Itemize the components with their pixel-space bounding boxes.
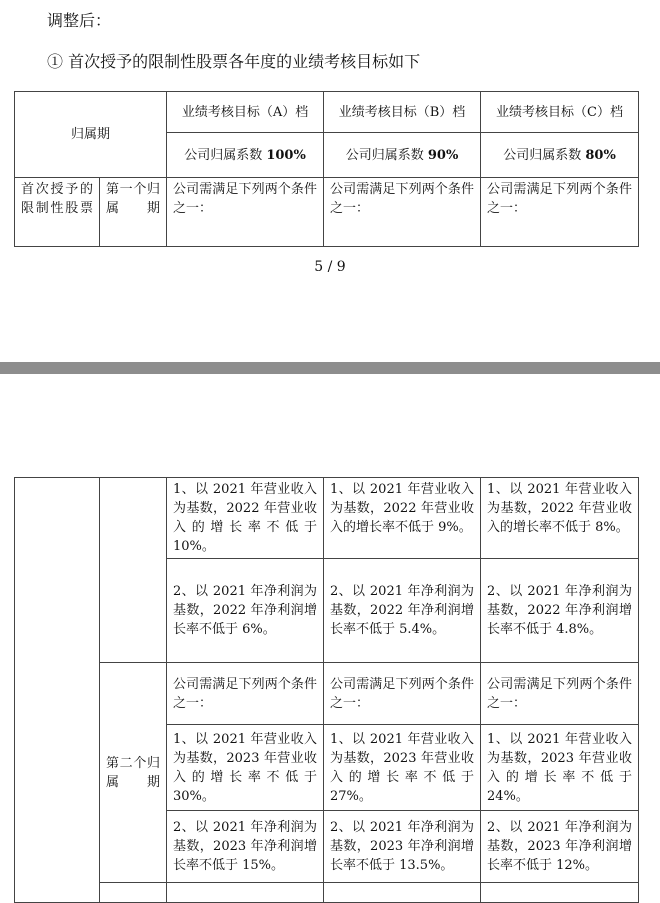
coefficient-a-label: 公司归属系数 (184, 147, 267, 163)
section-heading: 调整后： (47, 11, 112, 30)
p2-net-profit-b: 2、以 2021 年净利润为基数，2023 年净利润增长率不低于 13.5%。 (324, 811, 481, 883)
p2-revenue-b: 1、以 2021 年营业收入为基数，2023 年营业收入的增长率不低于 27%。 (324, 725, 481, 811)
group-label-cell: 首次授予的限制性股票 (15, 178, 100, 247)
page-separator (0, 362, 660, 374)
header-period-cell: 归属期 (15, 92, 167, 178)
p1-condition-c: 公司需满足下列两个条件之一： (481, 178, 639, 247)
p1-net-profit-b: 2、以 2021 年净利润为基数，2022 年净利润增长率不低于 5.4%。 (324, 559, 481, 663)
p2-condition-a: 公司需满足下列两个条件之一： (167, 663, 324, 725)
p1-revenue-c: 1、以 2021 年营业收入为基数，2022 年营业收入的增长率不低于 8%。 (481, 478, 639, 559)
group-cell-continued (15, 478, 100, 903)
coefficient-b-label: 公司归属系数 (345, 147, 428, 163)
p2-net-profit-c: 2、以 2021 年净利润为基数，2023 年净利润增长率不低于 12%。 (481, 811, 639, 883)
period-1-cell-continued (100, 478, 167, 663)
coefficient-c-label: 公司归属系数 (503, 147, 586, 163)
coefficient-a-value: 100% (266, 147, 306, 163)
performance-target-table-continued (14, 477, 639, 903)
coefficient-a-cell (167, 133, 324, 178)
header-target-b: 业绩考核目标（B）档 (324, 92, 481, 133)
p2-condition-b: 公司需满足下列两个条件之一： (324, 663, 481, 725)
next-row-a (167, 883, 324, 903)
next-row-period (100, 883, 167, 903)
p2-net-profit-a: 2、以 2021 年净利润为基数，2023 年净利润增长率不低于 15%。 (167, 811, 324, 883)
coefficient-c-value: 80% (585, 147, 616, 163)
p1-net-profit-c: 2、以 2021 年净利润为基数，2022 年净利润增长率不低于 4.8%。 (481, 559, 639, 663)
performance-target-table-header (14, 91, 639, 247)
p1-revenue-b: 1、以 2021 年营业收入为基数，2022 年营业收入的增长率不低于 9%。 (324, 478, 481, 559)
p1-revenue-a: 1、以 2021 年营业收入为基数，2022 年营业收入的增长率不低于 10%。 (167, 478, 324, 559)
header-target-c: 业绩考核目标（C）档 (481, 92, 639, 133)
coefficient-c-cell (481, 133, 639, 178)
table-caption: ① 首次授予的限制性股票各年度的业绩考核目标如下 (47, 52, 421, 71)
p1-condition-b: 公司需满足下列两个条件之一： (324, 178, 481, 247)
period-2-label-cell: 第二个归属期 (100, 663, 167, 883)
p2-condition-c: 公司需满足下列两个条件之一： (481, 663, 639, 725)
page-number: 5 / 9 (314, 259, 346, 275)
p2-revenue-a: 1、以 2021 年营业收入为基数，2023 年营业收入的增长率不低于 30%。 (167, 725, 324, 811)
p2-revenue-c: 1、以 2021 年营业收入为基数，2023 年营业收入的增长率不低于 24%。 (481, 725, 639, 811)
p1-condition-a: 公司需满足下列两个条件之一： (167, 178, 324, 247)
p1-net-profit-a: 2、以 2021 年净利润为基数，2022 年净利润增长率不低于 6%。 (167, 559, 324, 663)
next-row-c (481, 883, 639, 903)
document-page-5 (0, 0, 660, 362)
period-1-label-cell: 第一个归属期 (100, 178, 167, 247)
coefficient-b-value: 90% (427, 147, 459, 163)
next-row-b (324, 883, 481, 903)
header-target-a: 业绩考核目标（A）档 (167, 92, 324, 133)
coefficient-b-cell (324, 133, 481, 178)
